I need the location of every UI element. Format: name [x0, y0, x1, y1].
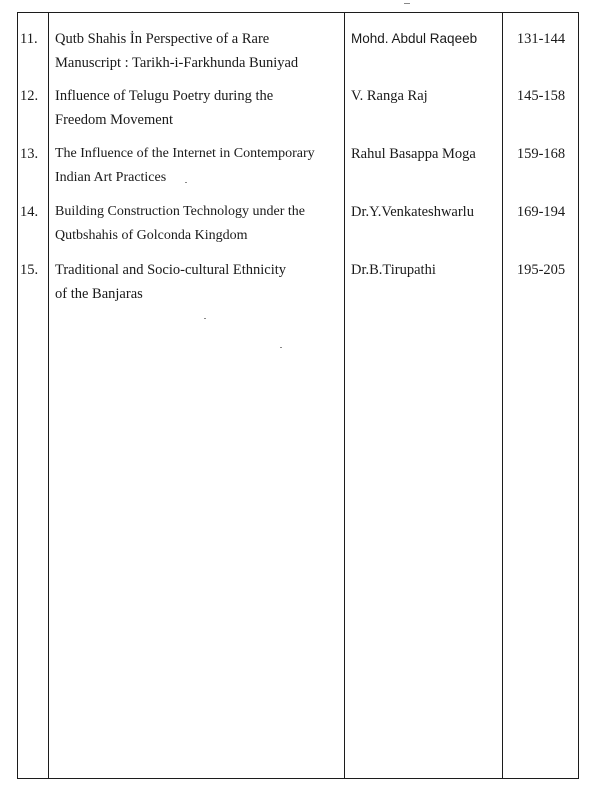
entry-title — [55, 258, 340, 306]
entry-title-line: Freedom Movement — [55, 112, 173, 128]
scan-speck — [185, 182, 187, 183]
entry-title — [55, 84, 340, 132]
entry-title — [55, 200, 347, 248]
entry-pages: 195-205 — [516, 262, 566, 278]
scan-speck — [204, 318, 206, 319]
entry-title-line: Traditional and Socio-cultural Ethnicity — [55, 262, 287, 278]
entry-author: Dr.Y.Venkateshwarlu — [351, 204, 474, 220]
entry-pages: 145-158 — [516, 88, 566, 104]
entry-number: 15. — [20, 262, 39, 278]
entry-author: Mohd. Abdul Raqeeb — [351, 31, 478, 46]
entry-title-line: The Influence of the Internet in Contemporary — [55, 146, 315, 161]
entry-title — [55, 142, 347, 190]
column-divider-title — [344, 13, 345, 778]
contents-table — [17, 12, 579, 779]
entry-title-line: Qutbshahis of Golconda Kingdom — [55, 228, 248, 243]
entry-number: 14. — [20, 204, 39, 220]
entry-pages: 159-168 — [516, 146, 566, 162]
entry-pages: 131-144 — [516, 31, 566, 47]
entry-title-line: Indian Art Practices — [55, 170, 167, 185]
entry-number: 13. — [20, 146, 39, 162]
entry-author: Rahul Basappa Moga — [351, 146, 476, 162]
entry-title-line: Building Construction Technology under the — [55, 204, 305, 219]
entry-title — [55, 27, 340, 75]
entry-title-line: Influence of Telugu Poetry during the — [55, 88, 274, 104]
column-divider-author — [502, 13, 503, 778]
entry-number: 11. — [20, 31, 38, 47]
entry-title-line: Manuscript : Tarikh-i-Farkhunda Buniyad — [55, 55, 299, 71]
entry-author: Dr.B.Tirupathi — [351, 262, 436, 278]
entry-number: 12. — [20, 88, 39, 104]
entry-author: V. Ranga Raj — [351, 88, 428, 104]
entry-title-line: Qutb Shahis İn Perspective of a Rare — [55, 31, 270, 47]
column-divider-number — [48, 13, 49, 778]
scan-speck — [404, 3, 410, 4]
scan-speck — [280, 347, 282, 348]
entry-title-line: of the Banjaras — [55, 286, 143, 302]
entry-pages: 169-194 — [516, 204, 566, 220]
